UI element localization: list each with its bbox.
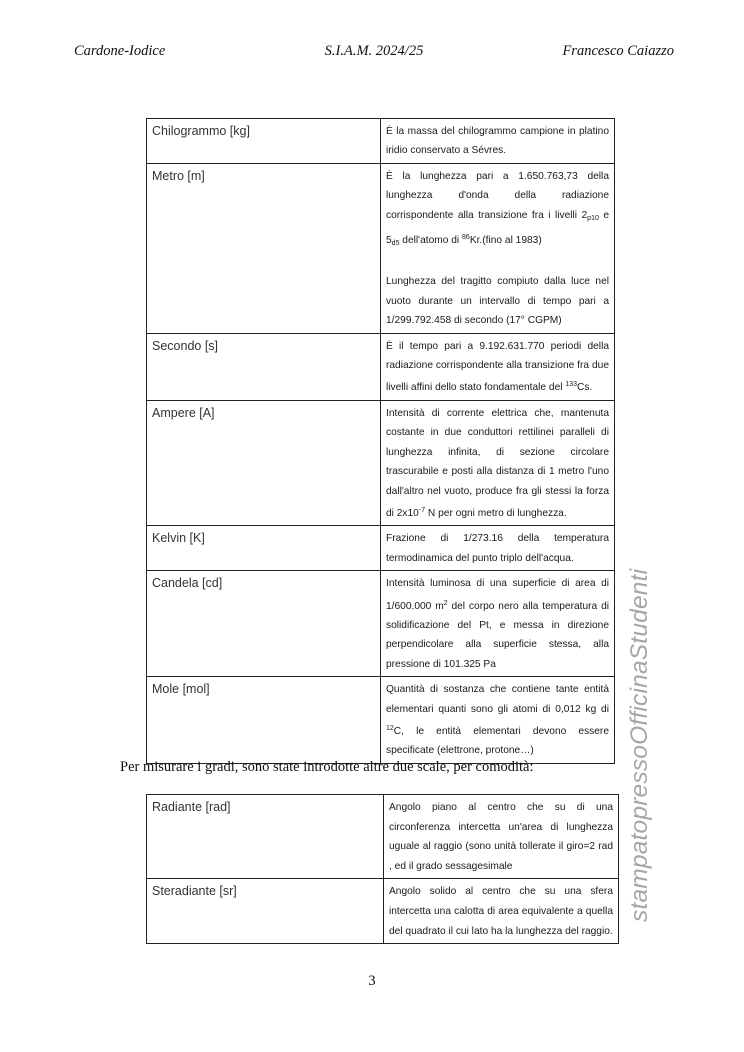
table-row: [147, 795, 619, 879]
header-course-title: S.I.A.M. 2024/25: [324, 43, 424, 59]
definition-text: e 5: [386, 209, 609, 247]
definition-text: Cs.: [577, 382, 593, 394]
unit-name: Ampere [A]: [147, 400, 381, 525]
definition-text: dell'atomo di: [399, 235, 463, 247]
superscript: 86: [462, 234, 470, 242]
superscript: -7: [418, 506, 426, 514]
si-units-table: [146, 118, 615, 764]
definition-text: Intensità luminosa di una superficie di area di 1/600.000 m: [386, 578, 609, 612]
table-row: [147, 571, 615, 677]
table-row: [147, 400, 615, 525]
definition-text: N per ogni metro di lunghezza.: [425, 507, 567, 519]
unit-definition: [381, 333, 615, 400]
unit-definition: Angolo piano al centro che su di una circonferenza intercetta un'area di lunghezza uguale al raggio (sono unità tollerate il giro=2 rad , ed il grado sessagesimale: [384, 795, 619, 879]
unit-name: Chilogrammo [kg]: [147, 119, 381, 164]
unit-definition: [381, 677, 615, 764]
subscript: p10: [587, 214, 599, 222]
unit-name: Secondo [s]: [147, 333, 381, 400]
definition-text: Intensità di corrente elettrica che, mantenuta costante in due conduttori rettilinei paralleli di lunghezza infinita, di sezione circolare trascurabile e posti alla distanza di 1 metro l'uno dall'altro nel vuoto, produce fra gli stessi la forza di 2x10: [386, 407, 609, 519]
definition-paragraph: [386, 167, 609, 254]
definition-text: Quantità di sostanza che contiene tante entità elementari quanti sono gli atomi di 0,012 kg di: [386, 684, 609, 715]
definition-text: C, le entità elementari devono essere specificate (elettrone, protone…): [386, 725, 609, 757]
angle-units-table: [146, 794, 619, 944]
unit-definition: Frazione di 1/273.16 della temperatura termodinamica del punto triplo dell'acqua.: [381, 526, 615, 571]
unit-name: Metro [m]: [147, 163, 381, 333]
table-row: [147, 879, 619, 944]
header-left-authors: Cardone-Iodice: [74, 43, 166, 59]
angle-scales-intro: Per misurare i gradi, sono state introdotte altre due scale, per comodità:: [120, 759, 534, 775]
unit-name: Mole [mol]: [147, 677, 381, 764]
header-right-author: Francesco Caiazzo: [562, 43, 674, 59]
definition-text: È il tempo pari a 9.192.631.770 periodi della radiazione corrispondente alla transizione fra due livelli affini dello stato fondamentale del: [386, 340, 609, 394]
definition-text: del corpo nero alla temperatura di solidificazione del Pt, e messa in direzione perpendicolare alla superficie stessa, alla pressione di 101.325 Pa: [386, 600, 610, 670]
definition-text: È la lunghezza pari a 1.650.763,73 della lunghezza d'onda della radiazione corrispondente alla transizione fra i livelli 2: [386, 170, 609, 221]
unit-name: Kelvin [K]: [147, 526, 381, 571]
print-shop-watermark: stampatopressoOfficinaStudenti: [626, 568, 653, 922]
superscript: 133: [565, 381, 578, 389]
unit-name: Candela [cd]: [147, 571, 381, 677]
unit-definition: È la massa del chilogrammo campione in platino iridio conservato a Sévres.: [381, 119, 615, 164]
unit-name: Radiante [rad]: [147, 795, 384, 879]
unit-definition: [381, 400, 615, 525]
table-row: [147, 163, 615, 333]
unit-definition: [381, 571, 615, 677]
unit-definition: Angolo solido al centro che su una sfera intercetta una calotta di area equivalente a quella del quadrato il cui lato ha la lunghezza del raggio.: [384, 879, 619, 944]
table-row: [147, 677, 615, 764]
page-number: 3: [368, 973, 376, 989]
definition-paragraph: Lunghezza del tragitto compiuto dalla luce nel vuoto durante un intervallo di tempo pari a 1/299.792.458 di secondo (17° CGPM): [386, 276, 609, 327]
definition-text: Kr.(fino al 1983): [469, 235, 542, 247]
subscript: d5: [391, 240, 400, 248]
superscript: 12: [386, 724, 394, 732]
unit-definition: [381, 163, 615, 333]
table-row: [147, 119, 615, 164]
table-row: [147, 526, 615, 571]
table-row: [147, 333, 615, 400]
superscript: 2: [443, 599, 448, 607]
page-header: [74, 43, 674, 63]
unit-name: Steradiante [sr]: [147, 879, 384, 944]
